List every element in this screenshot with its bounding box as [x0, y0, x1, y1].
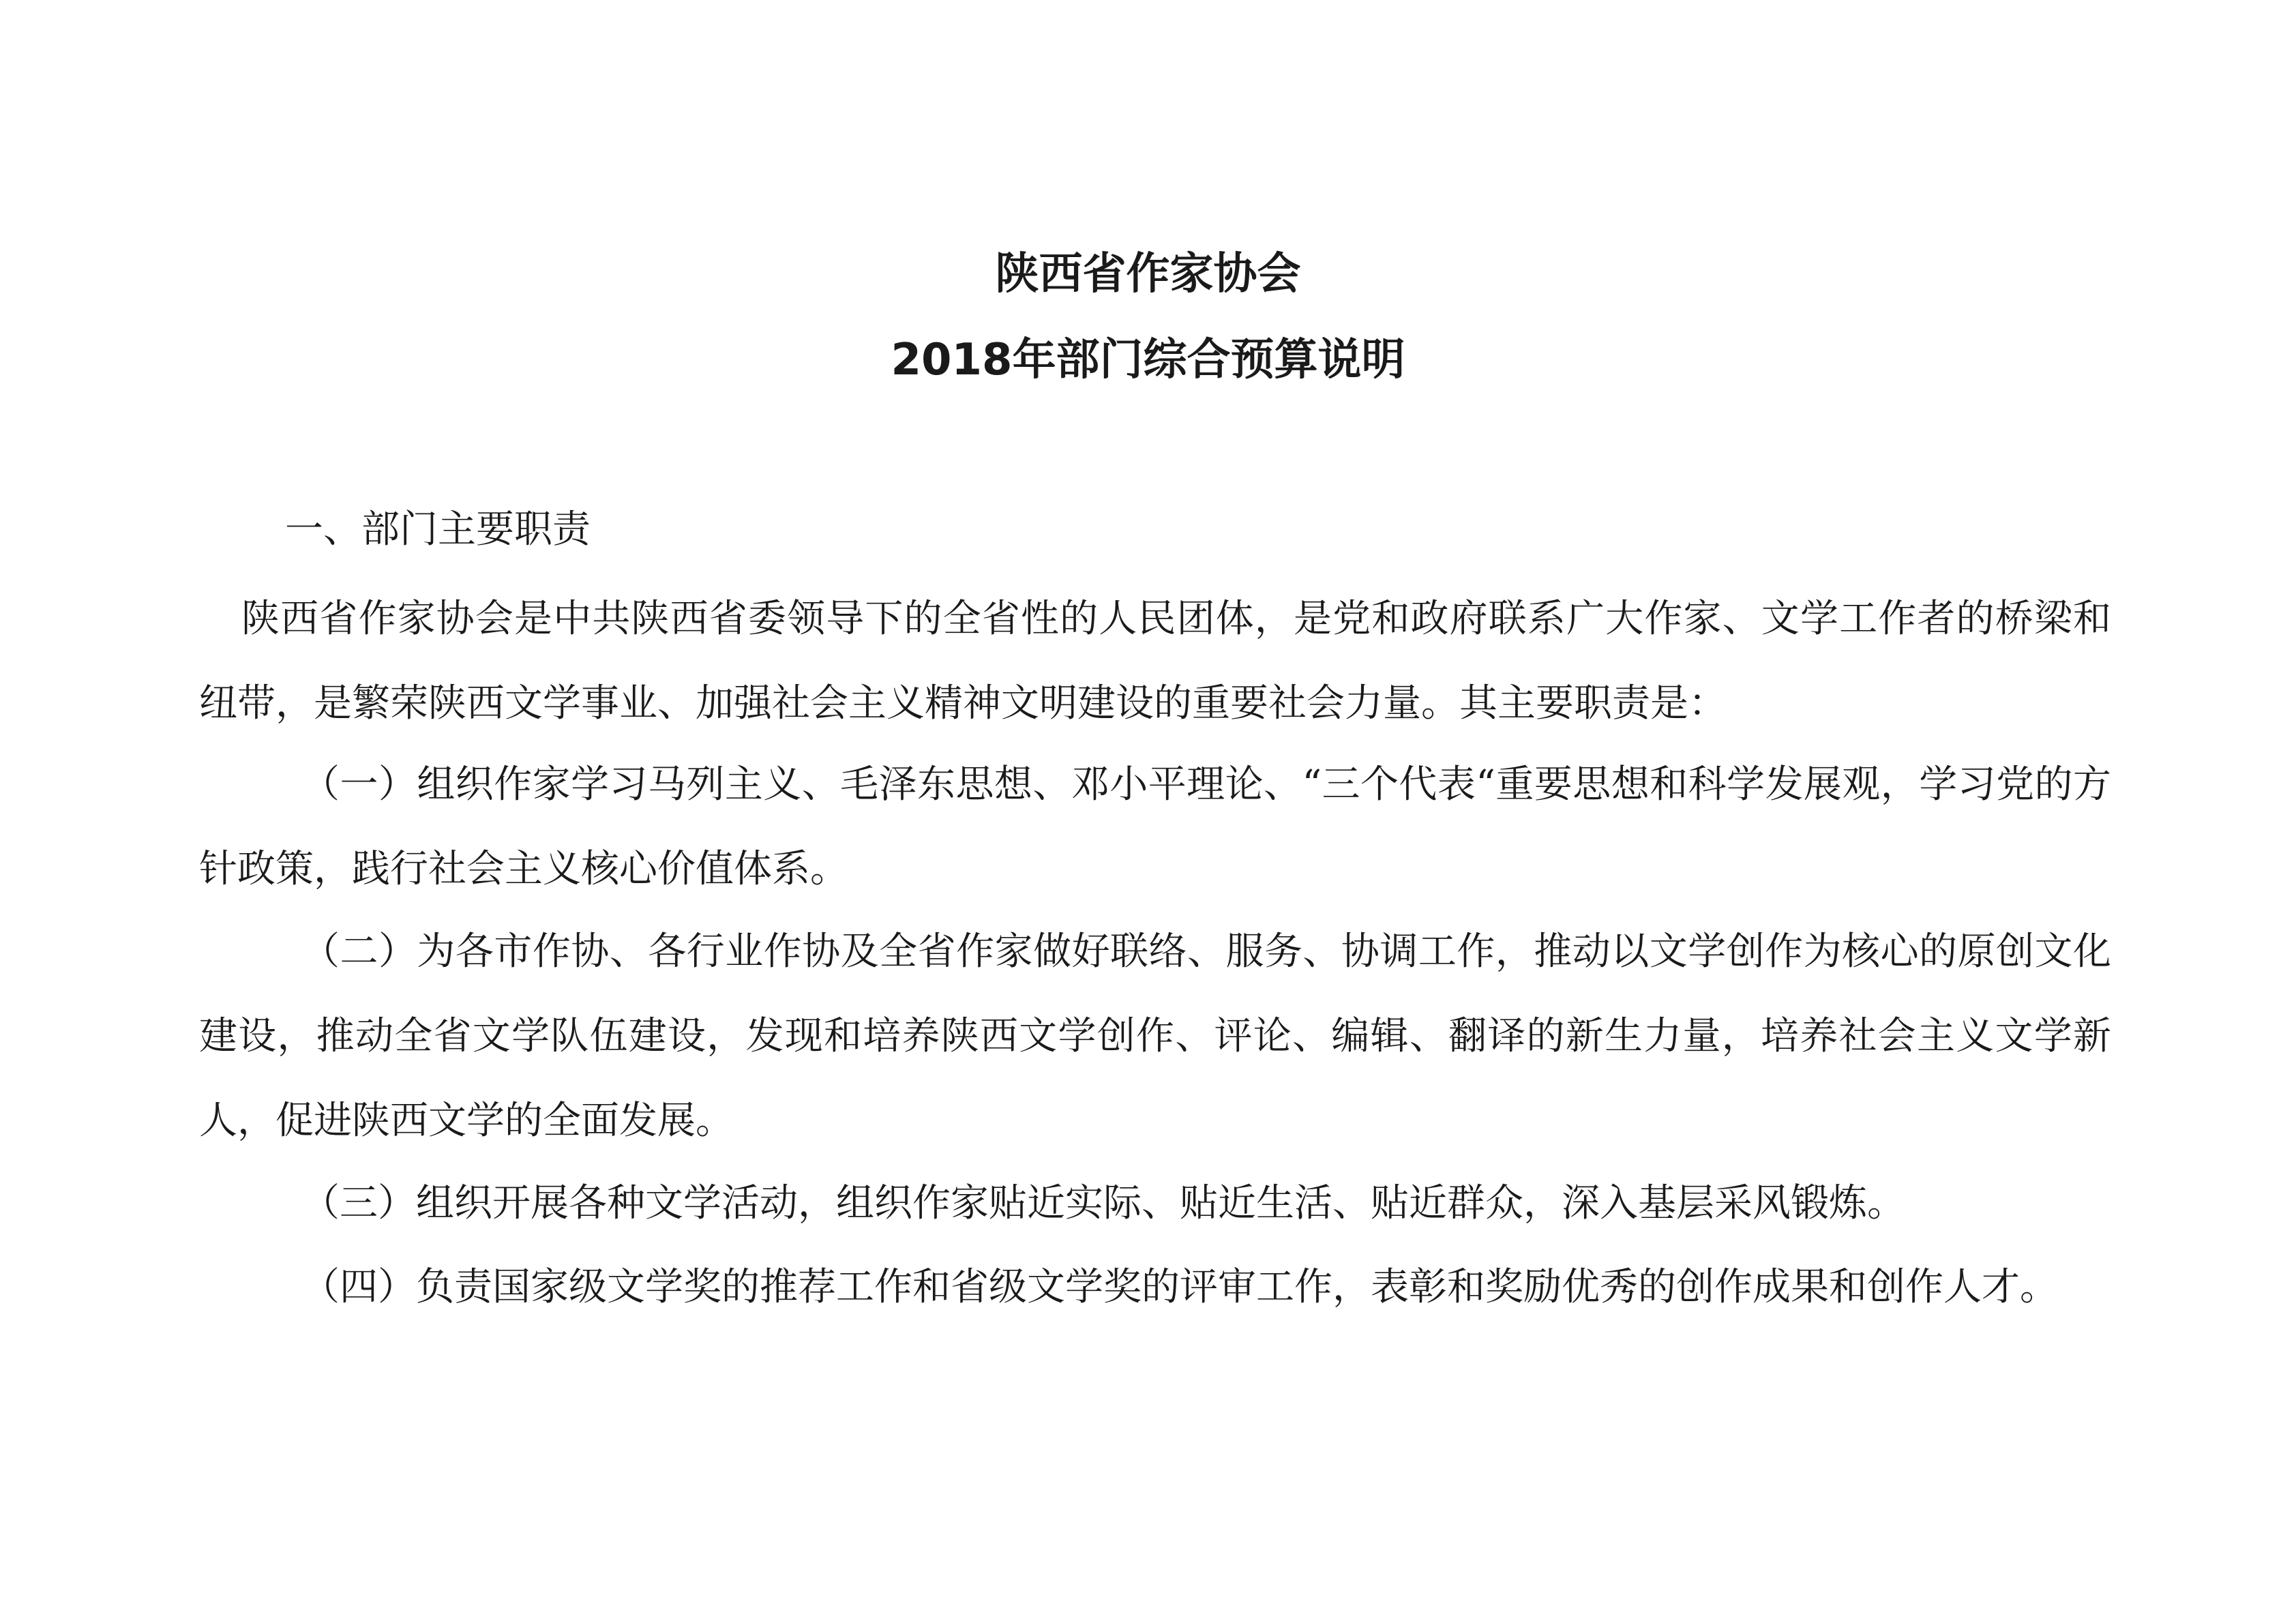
paragraph-item-2: （二）为各市作协、各行业作协及全省作家做好联络、服务、协调工作，推动以文学创作为核心的原创文化建设，推动全省文学队伍建设，发现和培养陕西文学创作、评论、编辑、翻译的新生力量，培养社会主义文学新人，促进陕西文学的全面发展。 [199, 929, 2111, 1143]
document-title-subject: 2018年部门综合预算说明 [891, 335, 1405, 385]
section-heading: 一、部门主要职责 [285, 507, 591, 552]
paragraph-item-3: （三）组织开展各种文学活动，组织作家贴近实际、贴近生活、贴近群众，深入基层采风锻炼。 [301, 1181, 1905, 1225]
paragraph-item-1: （一）组织作家学习马列主义、毛泽东思想、邓小平理论、“三个代表“重要思想和科学发展观，学习党的方针政策，践行社会主义核心价值体系。 [199, 762, 2111, 891]
document-title-organization: 陕西省作家协会 [995, 249, 1301, 299]
paragraph-item-4: （四）负责国家级文学奖的推荐工作和省级文学奖的评审工作，表彰和奖励优秀的创作成果和创作人才。 [301, 1265, 2058, 1309]
paragraph-intro: 陕西省作家协会是中共陕西省委领导下的全省性的人民团体，是党和政府联系广大作家、文学工作者的桥梁和纽带，是繁荣陕西文学事业、加强社会主义精神文明建设的重要社会力量。其主要职责是： [199, 597, 2111, 726]
